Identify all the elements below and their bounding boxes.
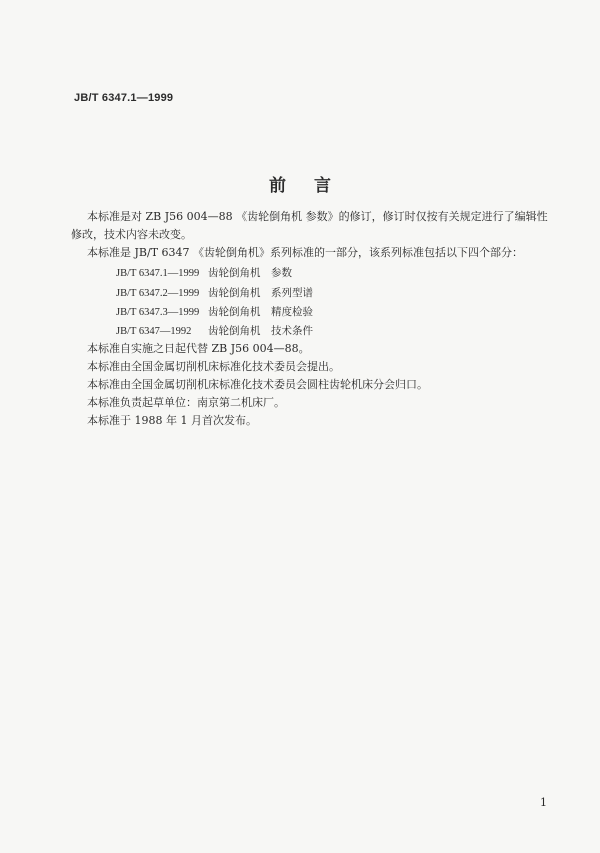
list-item-name: 齿轮倒角机 系列型谱 [208,287,313,299]
list-item-code: JB/T 6347—1992 [116,326,192,337]
paragraph-1-line-1: 本标准是对 ZB J56 004—88 《齿轮倒角机 参数》的修订，修订时仅按有关规定进行了编辑性 [87,210,548,223]
paragraph-1-line-2: 修改，技术内容未改变。 [71,228,192,241]
paragraph-7: 本标准于 1988 年 1 月首次发布。 [87,414,257,427]
paragraph-6: 本标准负责起草单位：南京第二机床厂。 [87,396,285,409]
paragraph-2: 本标准是 JB/T 6347 《齿轮倒角机》系列标准的一部分，该系列标准包括以下四个部分： [87,246,524,259]
page-title: 前 言 [269,176,331,196]
standard-code-header: JB/T 6347.1—1999 [74,92,174,104]
paragraph-3: 本标准自实施之日起代替 ZB J56 004—88。 [87,342,310,355]
list-item [116,323,313,338]
list-item-name: 齿轮倒角机 参数 [208,267,292,279]
list-item-name: 齿轮倒角机 精度检验 [208,306,313,318]
page-number: 1 [540,796,547,809]
list-item [116,285,313,300]
list-item-code: JB/T 6347.3—1999 [116,307,200,318]
paragraph-5: 本标准由全国金属切削机床标准化技术委员会圆柱齿轮机床分会归口。 [87,378,428,391]
list-item [116,265,292,280]
paragraph-4: 本标准由全国金属切削机床标准化技术委员会提出。 [87,360,340,373]
list-item [116,304,313,319]
list-item-name: 齿轮倒角机 技术条件 [208,325,313,337]
list-item-code: JB/T 6347.2—1999 [116,288,200,299]
list-item-code: JB/T 6347.1—1999 [116,268,200,279]
